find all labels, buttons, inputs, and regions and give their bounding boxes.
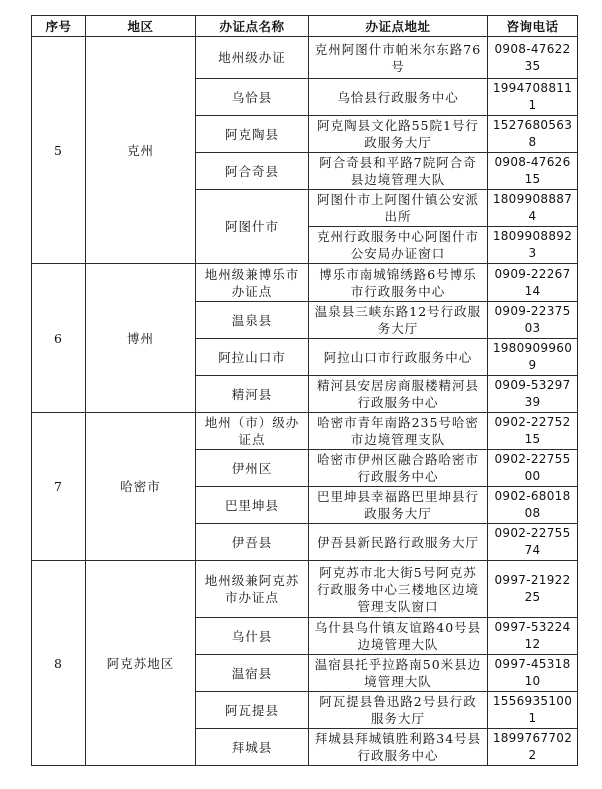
phone-cell: 19809099609 xyxy=(488,339,578,376)
phone-cell: 18099088874 xyxy=(488,190,578,227)
service-points-table xyxy=(31,15,578,766)
office-address-cell: 阿克苏市北大街5号阿克苏行政服务中心三楼地区边境管理支队窗口 xyxy=(309,561,488,618)
office-name-cell: 温泉县 xyxy=(196,302,309,339)
office-address-cell: 阿合奇县和平路7院阿合奇县边境管理大队 xyxy=(309,153,488,190)
office-address-cell: 阿瓦提县鲁迅路2号县行政服务大厅 xyxy=(309,692,488,729)
table-row xyxy=(32,264,578,302)
office-address-cell: 哈密市青年南路235号哈密市边境管理支队 xyxy=(309,413,488,450)
phone-cell: 18099088923 xyxy=(488,227,578,264)
header-region: 地区 xyxy=(86,16,196,37)
office-address-cell: 精河县安居房商服楼精河县行政服务中心 xyxy=(309,376,488,413)
phone-cell: 19947088111 xyxy=(488,79,578,116)
office-name-cell: 阿图什市 xyxy=(196,190,309,264)
office-name-cell: 拜城县 xyxy=(196,729,309,766)
phone-cell: 0997-4531810 xyxy=(488,655,578,692)
header-office-name: 办证点名称 xyxy=(196,16,309,37)
office-name-cell: 温宿县 xyxy=(196,655,309,692)
office-name-cell: 地州级办证 xyxy=(196,37,309,79)
office-address-cell: 哈密市伊州区融合路哈密市行政服务中心 xyxy=(309,450,488,487)
phone-cell: 15569351001 xyxy=(488,692,578,729)
office-name-cell: 阿瓦提县 xyxy=(196,692,309,729)
header-row xyxy=(32,16,578,37)
office-name-cell: 伊州区 xyxy=(196,450,309,487)
phone-cell: 0902-2275215 xyxy=(488,413,578,450)
header-office-address: 办证点地址 xyxy=(309,16,488,37)
office-address-cell: 伊吾县新民路行政服务大厅 xyxy=(309,524,488,561)
office-name-cell: 伊吾县 xyxy=(196,524,309,561)
seq-cell: 5 xyxy=(32,37,86,264)
office-address-cell: 阿图什市上阿图什镇公安派出所 xyxy=(309,190,488,227)
header-phone: 咨询电话 xyxy=(488,16,578,37)
table-row xyxy=(32,561,578,618)
table-row xyxy=(32,413,578,450)
phone-cell: 0902-2275574 xyxy=(488,524,578,561)
table-row xyxy=(32,37,578,79)
office-address-cell: 拜城县拜城镇胜利路34号县行政服务中心 xyxy=(309,729,488,766)
region-cell: 阿克苏地区 xyxy=(86,561,196,766)
seq-cell: 6 xyxy=(32,264,86,413)
office-name-cell: 地州（市）级办证点 xyxy=(196,413,309,450)
office-address-cell: 乌恰县行政服务中心 xyxy=(309,79,488,116)
office-address-cell: 阿克陶县文化路55院1号行政服务大厅 xyxy=(309,116,488,153)
region-cell: 博州 xyxy=(86,264,196,413)
phone-cell: 15276805638 xyxy=(488,116,578,153)
seq-cell: 7 xyxy=(32,413,86,561)
office-address-cell: 温宿县托乎拉路南50米县边境管理大队 xyxy=(309,655,488,692)
office-name-cell: 阿拉山口市 xyxy=(196,339,309,376)
office-address-cell: 克州阿图什市帕米尔东路76号 xyxy=(309,37,488,79)
phone-cell: 0908-4762235 xyxy=(488,37,578,79)
office-name-cell: 乌恰县 xyxy=(196,79,309,116)
office-name-cell: 巴里坤县 xyxy=(196,487,309,524)
office-name-cell: 阿合奇县 xyxy=(196,153,309,190)
header-seq: 序号 xyxy=(32,16,86,37)
office-name-cell: 乌什县 xyxy=(196,618,309,655)
phone-cell: 0909-5329739 xyxy=(488,376,578,413)
office-address-cell: 乌什县乌什镇友谊路40号县边境管理大队 xyxy=(309,618,488,655)
phone-cell: 0997-2192225 xyxy=(488,561,578,618)
phone-cell: 0908-4762615 xyxy=(488,153,578,190)
phone-cell: 0902-2275500 xyxy=(488,450,578,487)
office-address-cell: 温泉县三峡东路12号行政服务大厅 xyxy=(309,302,488,339)
region-cell: 哈密市 xyxy=(86,413,196,561)
region-cell: 克州 xyxy=(86,37,196,264)
seq-cell: 8 xyxy=(32,561,86,766)
office-name-cell: 地州级兼阿克苏市办证点 xyxy=(196,561,309,618)
office-name-cell: 地州级兼博乐市办证点 xyxy=(196,264,309,302)
office-address-cell: 阿拉山口市行政服务中心 xyxy=(309,339,488,376)
office-address-cell: 博乐市南城锦绣路6号博乐市行政服务中心 xyxy=(309,264,488,302)
phone-cell: 0997-5322412 xyxy=(488,618,578,655)
office-address-cell: 克州行政服务中心阿图什市公安局办证窗口 xyxy=(309,227,488,264)
phone-cell: 0909-2237503 xyxy=(488,302,578,339)
office-address-cell: 巴里坤县幸福路巴里坤县行政服务大厅 xyxy=(309,487,488,524)
office-name-cell: 阿克陶县 xyxy=(196,116,309,153)
phone-cell: 18997677022 xyxy=(488,729,578,766)
office-name-cell: 精河县 xyxy=(196,376,309,413)
phone-cell: 0909-2226714 xyxy=(488,264,578,302)
phone-cell: 0902-6801808 xyxy=(488,487,578,524)
